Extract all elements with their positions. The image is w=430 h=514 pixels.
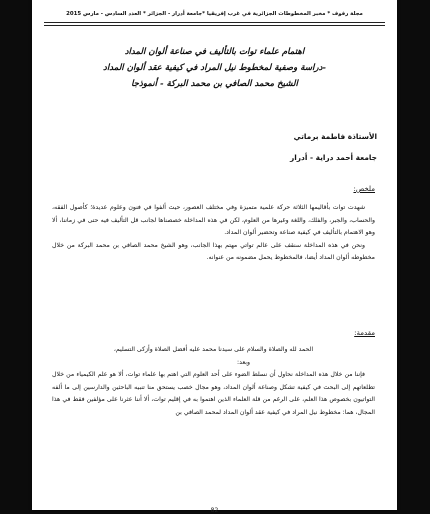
title-line-2: -دراسة وصفية لمخطوط نيل المراد في كيفية عقد ألوان المداد xyxy=(103,63,326,73)
intro-heading: مقدمة: xyxy=(354,329,375,337)
article-title xyxy=(50,44,379,92)
page-number: 82 xyxy=(210,507,219,514)
abstract-paragraph-1: شهدت توات بأقاليمها الثلاثة حركة علمية متميزة وفي مختلف العصور، حيث ألفوا في فنون وعلوم عديدة؛ كأصول الفقه، والحساب، والجبر، والفلك، واللغة وغيرها من العلوم، لكن في هذه المداخلة خصصناها لجانب قل التأليف فيه حتى في زماننا، ألا وهو الاهتمام بالتأليف في كيفية صناعة وتحضير ألوان المداد. xyxy=(52,204,375,237)
paper-page xyxy=(32,0,397,514)
author-name: الأستاذة فاطمة برماتي xyxy=(293,132,377,141)
author-affiliation: جامعة أحمد دراية - أدرار xyxy=(290,153,377,162)
abstract-body xyxy=(52,202,375,265)
title-line-3: الشيخ محمد الصافي بن محمد البركة - أنموذجا xyxy=(131,79,298,89)
abstract-paragraph-2: ونحن في هذه المداخلة سنقف على عالم تواتي مهتم بهذا الجانب، وهو الشيخ محمد الصافي بن محمد البركة من خلال مخطوطه ألوان المداد أيضا، فالمخطوط يحمل مضمونه من عنوانه. xyxy=(52,241,375,262)
intro-greeting: الحمد لله والصلاة والسلام على سيدنا محمد عليه أفضل الصلاة وأزكى التسليم، xyxy=(113,346,314,353)
running-header: مجلة رفوف * مخبر المخطوطات الجزائرية في غرب إفريقيا *جامعة أدرار - الجزائر * العدد السادس - مارس 2015 xyxy=(66,11,363,17)
title-line-1: اهتمام علماء توات بالتأليف في صناعة ألوان المداد xyxy=(124,47,305,57)
intro-body xyxy=(52,344,375,420)
intro-after: وبعد: xyxy=(236,358,251,366)
header-rule xyxy=(44,22,385,26)
intro-paragraph: فإننا من خلال هذه المداخلة نحاول أن نسلط الضوء على أحد العلوم التي اهتم بها علماء توات، ألا هو علم الكيمياء من خلال تطلعاتهم إلى البحث في كيفية تشكل وصناعة ألوان المداد، وهو مجال خصب يستحق منا تنبيه الباحثين والدارسين إلى ما ألفه التواتيون بخصوص هذا العلم، على الرغم من قلة العلماء الذين اهتموا به في إقليم توات، ألا أننا عثرنا على مؤلفين فقط في هذا المجال، هما: مخطوط نيل المراد في كيفية عقد ألوان المداد لمحمد الصافي بن xyxy=(52,371,375,416)
abstract-heading: ملخص: xyxy=(353,185,375,193)
